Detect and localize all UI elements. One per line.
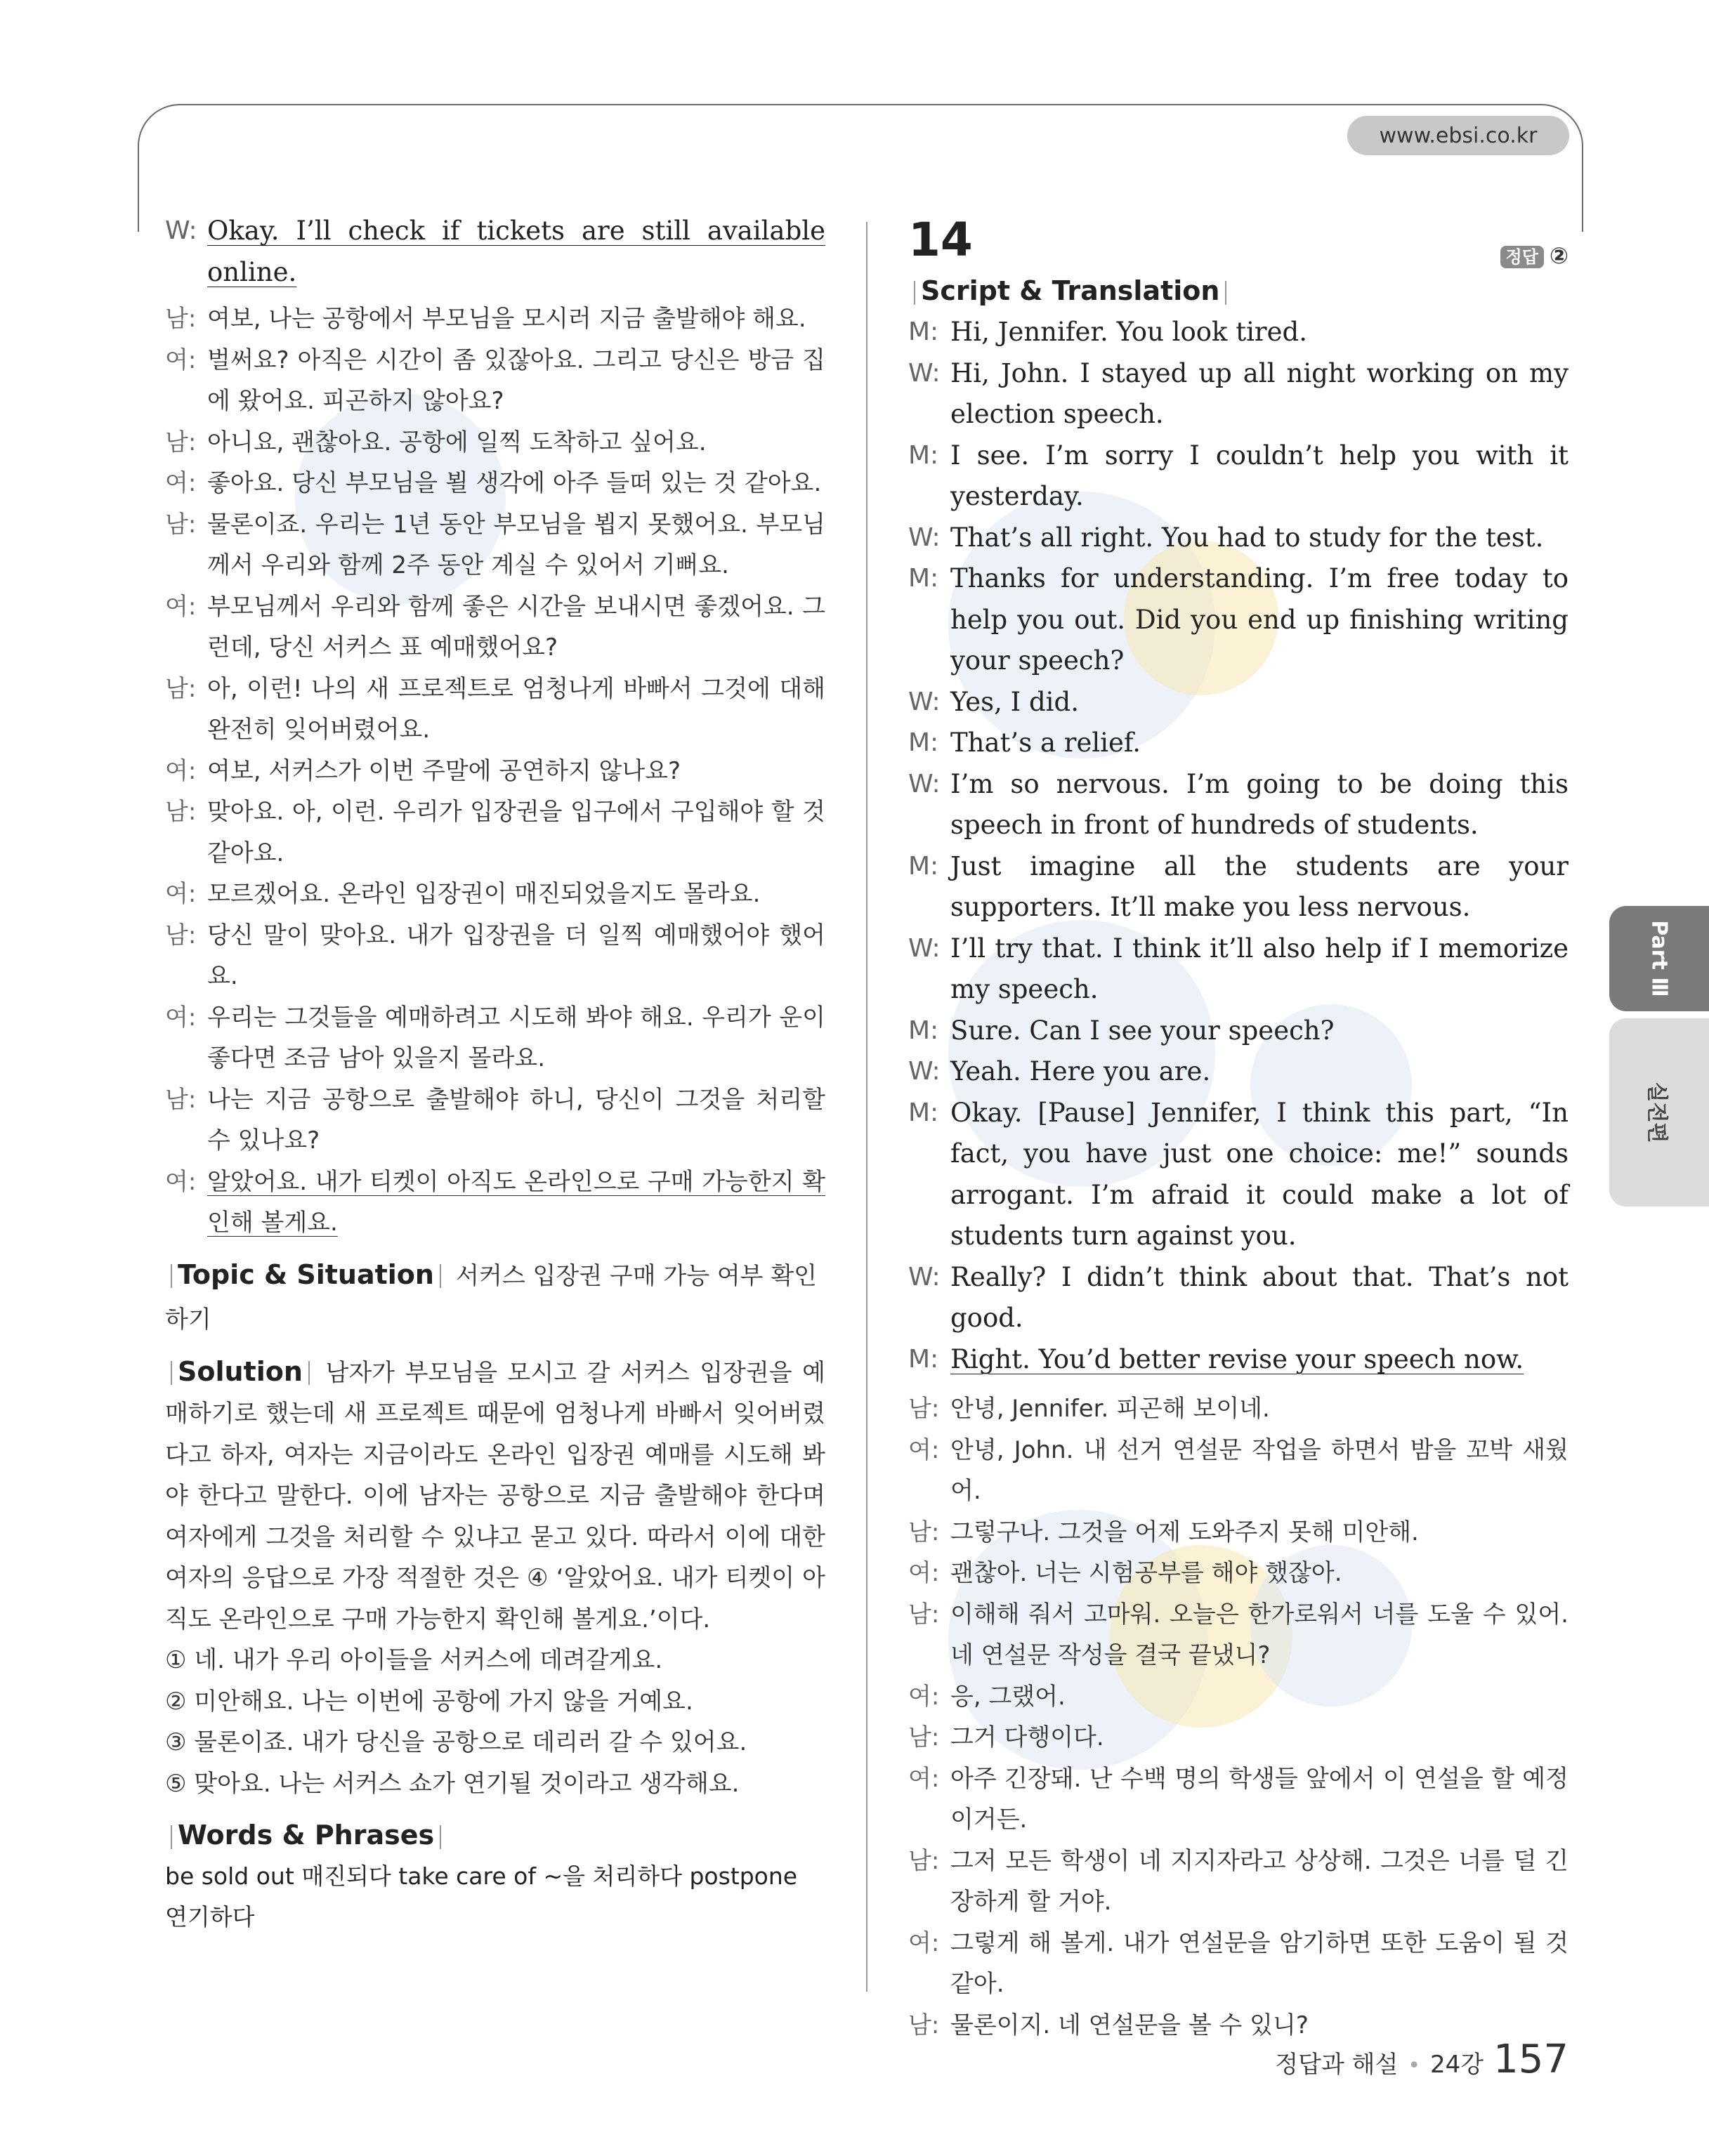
dialogue-line xyxy=(165,1162,825,1244)
dialogue-line xyxy=(165,463,825,504)
dialogue-text: That’s all right. You had to study for the test. xyxy=(950,522,1544,553)
answer-value: ② xyxy=(1549,242,1569,269)
topic-text: 서커스 입장권 구매 가능 여부 확인하기 xyxy=(165,1261,818,1334)
dialogue-line xyxy=(908,1512,1569,1553)
script-list xyxy=(908,312,1569,1380)
dialogue-text: I see. I’m sorry I couldn’t help you with it yesterday. xyxy=(950,440,1569,511)
dialogue-line xyxy=(908,928,1569,1011)
speaker-label: M: xyxy=(908,317,939,346)
speaker-label: 남: xyxy=(165,510,197,539)
page-number: 157 xyxy=(1493,2037,1569,2082)
dialogue-text: That’s a relief. xyxy=(950,728,1141,758)
solution-heading: Solution xyxy=(165,1356,315,1387)
solution-paragraph xyxy=(165,1350,825,1641)
dialogue-text: I’ll try that. I think it’ll also help if I memorize my speech. xyxy=(950,933,1569,1004)
speaker-label: 남: xyxy=(165,798,197,826)
dialogue-line xyxy=(908,312,1569,353)
speaker-label: 남: xyxy=(165,921,197,949)
speaker-label: W: xyxy=(908,1057,941,1086)
dialogue-line xyxy=(908,846,1569,928)
dialogue-text: Hi, John. I stayed up all night working on my election speech. xyxy=(950,357,1569,429)
dialogue-line xyxy=(908,1676,1569,1718)
dialogue-text: 나는 지금 공항으로 출발해야 하니, 당신이 그것을 처리할 수 있나요? xyxy=(207,1085,825,1155)
dialogue-line xyxy=(165,669,825,751)
option-item: ③ 물론이죠. 내가 당신을 공항으로 데리러 갈 수 있어요. xyxy=(165,1728,747,1756)
speaker-label: 여: xyxy=(165,592,197,621)
dialogue-line xyxy=(165,298,825,340)
dialogue-line xyxy=(165,211,825,293)
words-heading: Words & Phrases xyxy=(165,1814,825,1856)
dialogue-line xyxy=(908,1093,1569,1257)
dialogue-line xyxy=(165,1079,825,1162)
dialogue-text: 맞아요. 아, 이런. 우리가 입장권을 입구에서 구입해야 할 것 같아요. xyxy=(207,798,825,867)
solution-text: 남자가 부모님을 모시고 갈 서커스 입장권을 예매하기로 했는데 새 프로젝트 때문에 엄청나게 바빠서 잊어버렸다고 하자, 여자는 지금이라도 온라인 입장권 예매를 시도해 봐야 한다고 말한다. 이에 남자는 공항으로 지금 출발해야 한다며 여자에게 그것을 처리할 수 있냐고 묻고 있다. 따라서 이에 대한 여자의 응답으로 가장 적절한 것은 ④ ‘알았어요. 내가 티켓이 아직도 온라인으로 구매 가능한지 확인해 볼게요.’이다. xyxy=(165,1358,825,1634)
dialogue-line xyxy=(908,435,1569,518)
dialogue-text: 아주 긴장돼. 난 수백 명의 학생들 앞에서 이 연설을 할 예정이거든. xyxy=(950,1764,1569,1834)
footer-lesson: 24강 xyxy=(1430,2051,1484,2079)
speaker-label: 남: xyxy=(165,1085,197,1114)
dialogue-line xyxy=(908,1759,1569,1841)
dialogue-line xyxy=(908,1011,1569,1052)
dialogue-text: Thanks for understanding. I’m free today to help you out. Did you end up finishing writing your speech? xyxy=(950,563,1569,676)
answer-tag: 정답 xyxy=(1500,246,1544,268)
dialogue-text: 우리는 그것들을 예매하려고 시도해 봐야 해요. 우리가 운이 좋다면 조금 남아 있을지 몰라요. xyxy=(207,1003,825,1072)
speaker-label: M: xyxy=(908,564,939,593)
dialogue-text: 여보, 서커스가 이번 주말에 공연하지 않나요? xyxy=(207,756,681,785)
speaker-label: M: xyxy=(908,1344,939,1374)
dialogue-line xyxy=(165,874,825,915)
speaker-label: 여: xyxy=(908,1928,940,1957)
translation-list xyxy=(908,1388,1569,2046)
topic-heading: Topic & Situation 서커스 입장권 구매 가능 여부 확인하기 xyxy=(165,1258,818,1334)
dialogue-text: 부모님께서 우리와 함께 좋은 시간을 보내시면 좋겠어요. 그런데, 당신 서커스 표 예매했어요? xyxy=(207,592,825,662)
dialogue-line xyxy=(165,791,825,874)
dialogue-line xyxy=(908,1553,1569,1594)
dialogue-text: 벌써요? 아직은 시간이 좀 있잖아요. 그리고 당신은 방금 집에 왔어요. 피곤하지 않아요? xyxy=(207,346,825,415)
dialogue-line xyxy=(908,1051,1569,1093)
dialogue-text: 그렇구나. 그것을 어제 도와주지 못해 미안해. xyxy=(950,1518,1419,1546)
speaker-label: 여: xyxy=(908,1435,940,1464)
speaker-label: M: xyxy=(908,1098,939,1127)
speaker-label: M: xyxy=(908,851,939,881)
dialogue-text: Just imagine all the students are your supporters. It’ll make you less nervous. xyxy=(950,850,1569,922)
dialogue-text: Really? I didn’t think about that. That’s not good. xyxy=(950,1261,1569,1333)
dialogue-line xyxy=(908,1388,1569,1430)
option-item: ② 미안해요. 나는 이번에 공항에 가지 않을 거예요. xyxy=(165,1687,693,1716)
dialogue-line xyxy=(908,1717,1569,1759)
speaker-label: 여: xyxy=(908,1559,940,1587)
dialogue-line xyxy=(908,723,1569,764)
speaker-label: 여: xyxy=(908,1764,940,1793)
dialogue-text: I’m so nervous. I’m going to be doing this speech in front of hundreds of students. xyxy=(950,768,1569,840)
footer-separator: • xyxy=(1408,2053,1420,2078)
speaker-label: M: xyxy=(908,728,939,757)
dialogue-text: Sure. Can I see your speech? xyxy=(950,1015,1335,1046)
dialogue-text: 물론이죠. 우리는 1년 동안 부모님을 뵙지 못했어요. 부모님께서 우리와 함께 2주 동안 계실 수 있어서 기뻐요. xyxy=(207,510,825,579)
speaker-label: M: xyxy=(908,440,939,470)
speaker-label: 남: xyxy=(908,2011,940,2039)
script-heading: Script & Translation xyxy=(908,270,1569,312)
dialogue-line xyxy=(165,997,825,1079)
option-item: ⑤ 맞아요. 나는 서커스 쇼가 연기될 것이라고 생각해요. xyxy=(165,1769,740,1798)
dialogue-line xyxy=(908,1430,1569,1512)
dialogue-text: 좋아요. 당신 부모님을 뵐 생각에 아주 들떠 있는 것 같아요. xyxy=(207,469,822,497)
dialogue-line xyxy=(908,764,1569,846)
dialogue-text: 그저 모든 학생이 네 지지자라고 상상해. 그것은 너를 덜 긴장하게 할 거야. xyxy=(950,1846,1569,1916)
dialogue-text: 그거 다행이다. xyxy=(950,1723,1104,1751)
dialogue-line xyxy=(908,1923,1569,2005)
part-tab[interactable]: Part Ⅲ xyxy=(1609,906,1709,1011)
speaker-label: 여: xyxy=(165,1167,197,1196)
translation-list xyxy=(165,298,825,1244)
dialogue-line xyxy=(165,586,825,669)
page-footer xyxy=(1275,2037,1569,2082)
speaker-label: W: xyxy=(908,1262,941,1291)
right-column xyxy=(908,211,1569,2046)
left-column xyxy=(165,211,825,1938)
dialogue-line xyxy=(908,1594,1569,1676)
speaker-label: 남: xyxy=(908,1600,940,1629)
site-url[interactable]: www.ebsi.co.kr xyxy=(1347,116,1569,155)
speaker-label: 남: xyxy=(908,1723,940,1751)
dialogue-text: 물론이지. 네 연설문을 볼 수 있니? xyxy=(950,2011,1309,2039)
dialogue-text: 안녕, Jennifer. 피곤해 보이네. xyxy=(950,1395,1270,1423)
dialogue-line xyxy=(908,518,1569,559)
speaker-label: 여: xyxy=(165,880,197,908)
dialogue-line xyxy=(908,353,1569,435)
speaker-label: W: xyxy=(165,216,197,245)
footer-label: 정답과 해설 xyxy=(1275,2051,1399,2079)
dialogue-line xyxy=(908,1339,1569,1381)
option-item: ① 네. 내가 우리 아이들을 서커스에 데려갈게요. xyxy=(165,1646,663,1674)
words-text: be sold out 매진되다 take care of ~을 처리하다 postpone 연기하다 xyxy=(165,1862,798,1931)
speaker-label: 남: xyxy=(165,674,197,703)
dialogue-text: Yes, I did. xyxy=(950,686,1079,717)
dialogue-line xyxy=(165,422,825,464)
speaker-label: W: xyxy=(908,769,941,798)
dialogue-line xyxy=(908,1257,1569,1339)
dialogue-line xyxy=(908,558,1569,682)
speaker-label: 여: xyxy=(165,756,197,785)
speaker-label: 남: xyxy=(908,1518,940,1546)
speaker-label: 여: xyxy=(165,469,197,497)
speaker-label: 여: xyxy=(165,346,197,374)
column-divider xyxy=(866,222,867,1992)
dialogue-text: 여보, 나는 공항에서 부모님을 모시러 지금 출발해야 해요. xyxy=(207,305,806,333)
dialogue-text: 아니요, 괜찮아요. 공항에 일찍 도착하고 싶어요. xyxy=(207,428,707,456)
speaker-label: W: xyxy=(908,687,941,716)
question-number: 14 정답 ② xyxy=(908,211,1569,270)
speaker-label: 여: xyxy=(908,1682,940,1711)
speaker-label: 여: xyxy=(165,1003,197,1032)
speaker-label: M: xyxy=(908,1015,939,1045)
dialogue-line xyxy=(165,504,825,586)
speaker-label: 남: xyxy=(165,428,197,456)
dialogue-text: 괜찮아. 너는 시험공부를 해야 했잖아. xyxy=(950,1559,1342,1587)
dialogue-text: Hi, Jennifer. You look tired. xyxy=(950,317,1307,347)
dialogue-text: 응, 그랬어. xyxy=(950,1682,1066,1711)
dialogue-text: 알았어요. 내가 티켓이 아직도 온라인으로 구매 가능한지 확인해 볼게요. xyxy=(207,1167,825,1237)
dialogue-text: 아, 이런! 나의 새 프로젝트로 엄청나게 바빠서 그것에 대해 완전히 잊어버렸어요. xyxy=(207,674,825,744)
speaker-label: 남: xyxy=(165,305,197,333)
dialogue-text: 당신 말이 맞아요. 내가 입장권을 더 일찍 예매했어야 했어요. xyxy=(207,921,825,990)
speaker-label: W: xyxy=(908,358,941,388)
dialogue-text: 안녕, John. 내 선거 연설문 작업을 하면서 밤을 꼬박 새웠어. xyxy=(950,1435,1569,1505)
speaker-label: W: xyxy=(908,522,941,552)
dialogue-line xyxy=(165,751,825,792)
dialogue-text: 이해해 줘서 고마워. 오늘은 한가로워서 너를 도울 수 있어. 네 연설문 작성을 결국 끝냈니? xyxy=(950,1600,1569,1669)
answer-line: Okay. I’ll check if tickets are still available online. xyxy=(207,216,825,287)
speaker-label: 남: xyxy=(908,1846,940,1875)
dialogue-text: 모르겠어요. 온라인 입장권이 매진되었을지도 몰라요. xyxy=(207,880,761,908)
speaker-label: W: xyxy=(908,933,941,963)
dialogue-line xyxy=(165,340,825,422)
dialogue-text: Okay. [Pause] Jennifer, I think this part, “In fact, you have just one choice: me!” sounds arrogant. I’m afraid it could make a lot of students turn against you. xyxy=(950,1097,1569,1251)
option-list xyxy=(165,1640,825,1804)
dialogue-line xyxy=(908,1841,1569,1923)
dialogue-line xyxy=(908,682,1569,723)
dialogue-text: 그렇게 해 볼게. 내가 연설문을 암기하면 또한 도움이 될 것 같아. xyxy=(950,1928,1569,1998)
answer-indicator xyxy=(1500,226,1569,287)
speaker-label: 남: xyxy=(908,1395,940,1423)
section-tab[interactable]: 실전편 xyxy=(1609,1018,1709,1207)
dialogue-text: Right. You’d better revise your speech now. xyxy=(950,1343,1524,1374)
dialogue-text: Yeah. Here you are. xyxy=(950,1056,1211,1086)
dialogue-line xyxy=(165,915,825,997)
